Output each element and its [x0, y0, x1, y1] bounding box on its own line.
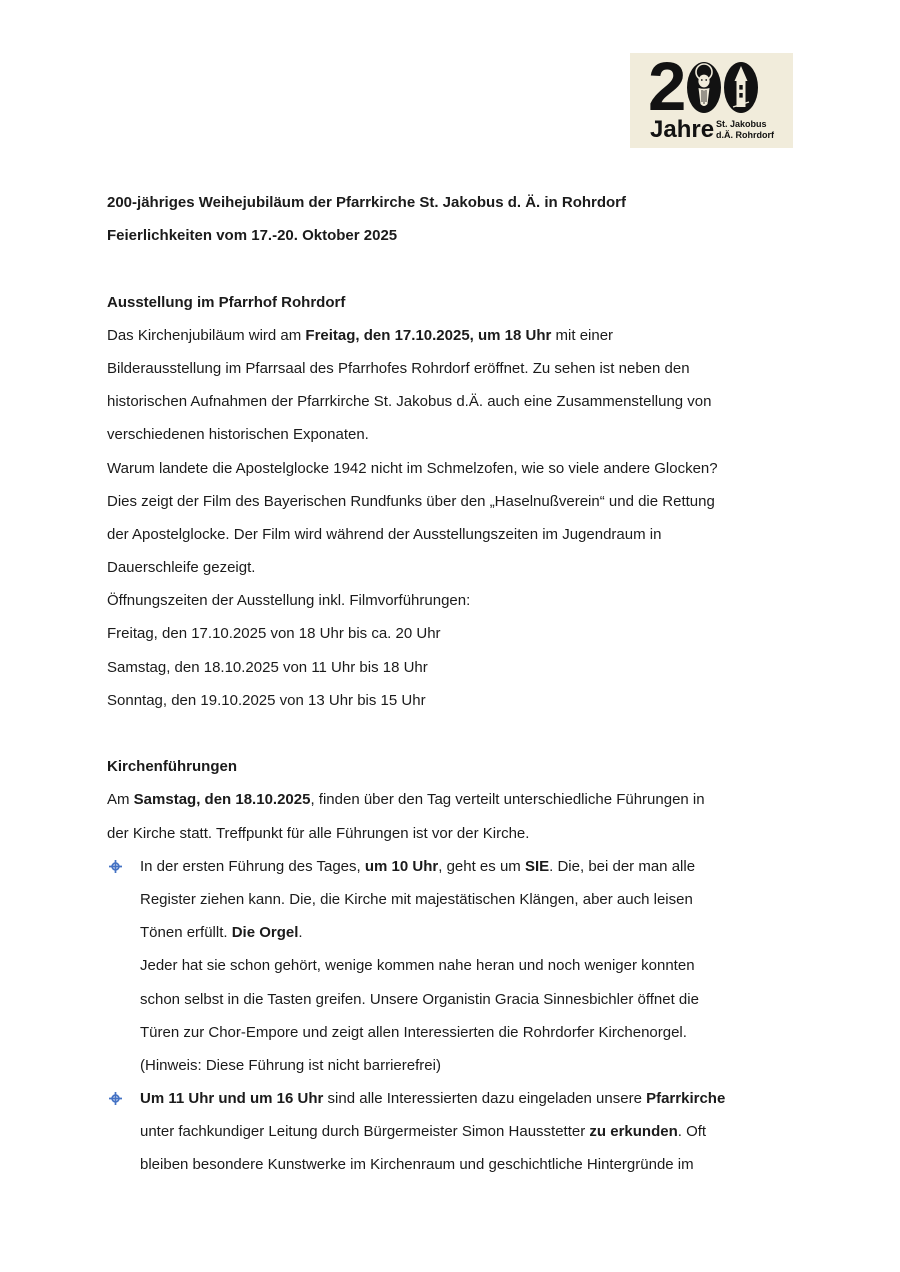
line-text: Öffnungszeiten der Ausstellung inkl. Filmvorführungen:	[107, 592, 471, 610]
line-text: verschiedenen historischen Exponaten.	[107, 426, 369, 444]
logo-subtitle-line2: d.Ä. Rohrdorf	[716, 130, 774, 140]
logo-jahre-text: Jahre	[650, 116, 715, 143]
line-text: historischen Aufnahmen der Pfarrkirche St. Jakobus d.Ä. auch eine Zusammenstellung von	[107, 393, 712, 411]
text-line	[107, 551, 797, 584]
text-line	[107, 983, 797, 1016]
text-line	[107, 584, 797, 617]
line-text: Tönen erfüllt. Die Orgel.	[140, 924, 303, 942]
line-text: Ausstellung im Pfarrhof Rohrdorf	[107, 293, 346, 311]
line-text: Am Samstag, den 18.10.2025, finden über den Tag verteilt unterschiedliche Führungen in	[107, 791, 705, 809]
text-line	[107, 783, 797, 816]
text-line	[107, 883, 797, 916]
text-line	[107, 452, 797, 485]
logo-digit-2: 2	[648, 53, 685, 125]
text-line	[107, 385, 797, 418]
text-line	[107, 949, 797, 982]
paragraph	[107, 452, 797, 585]
text-line	[107, 485, 797, 518]
logo-subtitle-line1: St. Jakobus	[716, 119, 767, 129]
church-tower-icon	[724, 62, 758, 113]
text-line	[107, 1148, 797, 1181]
line-text: bleiben besondere Kunstwerke im Kirchenraum und geschichtliche Hintergründe im	[140, 1156, 694, 1174]
text-line	[107, 1016, 797, 1049]
paragraph	[107, 651, 797, 684]
logo-number-200	[648, 53, 758, 125]
text-line	[107, 219, 797, 252]
bullet-item	[107, 850, 797, 1082]
line-text: der Kirche statt. Treffpunkt für alle Führungen ist vor der Kirche.	[107, 824, 530, 842]
bullet-crosshair-icon	[107, 860, 140, 873]
text-line	[107, 916, 797, 949]
text-line	[107, 750, 797, 783]
line-text: Um 11 Uhr und um 16 Uhr sind alle Interessierten dazu eingeladen unsere Pfarrkirche	[140, 1090, 726, 1108]
line-text: Freitag, den 17.10.2025 von 18 Uhr bis ca. 20 Uhr	[107, 625, 441, 643]
line-text: Sonntag, den 19.10.2025 von 13 Uhr bis 15 Uhr	[107, 691, 426, 709]
line-text: Warum landete die Apostelglocke 1942 nicht im Schmelzofen, wie so viele andere Glocken?	[107, 459, 718, 477]
line-text: Bilderausstellung im Pfarrsaal des Pfarrhofes Rohrdorf eröffnet. Zu sehen ist neben den	[107, 359, 690, 377]
bullet-crosshair-icon	[107, 1092, 140, 1105]
jubilee-logo	[630, 53, 793, 148]
document-body	[107, 186, 797, 1182]
text-line	[107, 286, 797, 319]
text-line	[107, 684, 797, 717]
text-line	[107, 1049, 797, 1082]
line-text: Kirchenführungen	[107, 758, 237, 776]
line-text: Dauerschleife gezeigt.	[107, 559, 256, 577]
text-line	[107, 1082, 797, 1115]
text-line	[107, 1115, 797, 1148]
line-text: Das Kirchenjubiläum wird am Freitag, den 17.10.2025, um 18 Uhr mit einer	[107, 326, 614, 344]
blank-line	[107, 252, 797, 285]
paragraph	[107, 319, 797, 452]
line-text: Samstag, den 18.10.2025 von 11 Uhr bis 18 Uhr	[107, 658, 428, 676]
text-line	[107, 319, 797, 352]
text-line	[107, 617, 797, 650]
saint-jakobus-icon	[687, 62, 721, 113]
blank-line	[107, 717, 797, 750]
line-text: unter fachkundiger Leitung durch Bürgermeister Simon Hausstetter zu erkunden. Oft	[140, 1123, 707, 1141]
line-text: Dies zeigt der Film des Bayerischen Rundfunks über den „Haselnußverein“ und die Rettung	[107, 492, 715, 510]
line-text: Jeder hat sie schon gehört, wenige kommen nahe heran und noch weniger konnten	[140, 957, 695, 975]
logo-subtitle	[716, 119, 774, 141]
bullet-item	[107, 1082, 797, 1182]
section-heading	[107, 286, 797, 319]
paragraph	[107, 783, 797, 849]
text-line	[107, 817, 797, 850]
section-heading	[107, 750, 797, 783]
text-line	[107, 518, 797, 551]
line-text: Register ziehen kann. Die, die Kirche mit majestätischen Klängen, aber auch leisen	[140, 890, 693, 908]
text-line	[107, 352, 797, 385]
line-text: 200-jähriges Weihejubiläum der Pfarrkirche St. Jakobus d. Ä. in Rohrdorf	[107, 194, 627, 211]
document-title	[107, 186, 797, 252]
paragraph	[107, 617, 797, 650]
line-text: Türen zur Chor-Empore und zeigt allen Interessierten die Rohrdorfer Kirchenorgel.	[140, 1023, 687, 1041]
paragraph	[107, 684, 797, 717]
text-line	[107, 651, 797, 684]
line-text: Feierlichkeiten vom 17.-20. Oktober 2025	[107, 227, 398, 245]
line-text: In der ersten Führung des Tages, um 10 Uhr, geht es um SIE. Die, bei der man alle	[140, 857, 696, 875]
text-line	[107, 186, 797, 219]
text-line	[107, 418, 797, 451]
text-line	[107, 850, 797, 883]
line-text: der Apostelglocke. Der Film wird während der Ausstellungszeiten im Jugendraum in	[107, 525, 662, 543]
line-text: schon selbst in die Tasten greifen. Unsere Organistin Gracia Sinnesbichler öffnet die	[140, 990, 699, 1008]
line-text: (Hinweis: Diese Führung ist nicht barrierefrei)	[140, 1056, 441, 1074]
paragraph	[107, 584, 797, 617]
